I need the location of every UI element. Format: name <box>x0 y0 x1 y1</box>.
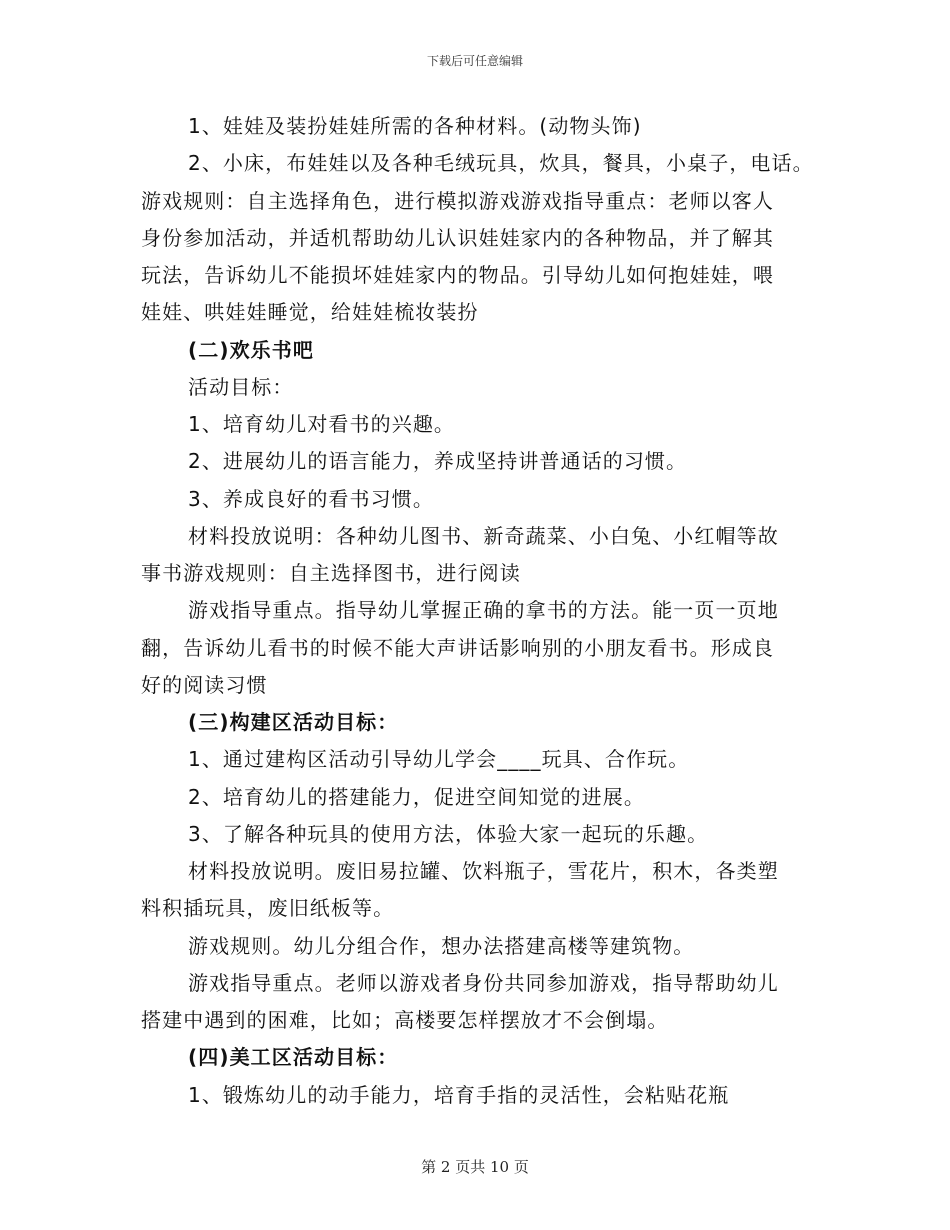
paragraph-line: 材料投放说明。废旧易拉罐、饮料瓶子，雪花片，积木，各类塑 <box>188 859 779 883</box>
paragraph-line: 2、小床，布娃娃以及各种毛绒玩具，炊具，餐具，小桌子，电话。 <box>188 151 814 176</box>
paragraph-line: 好的阅读习惯 <box>141 672 268 697</box>
paragraph-line: 游戏指导重点。老师以游戏者身份共同参加游戏，指导帮助幼儿 <box>188 970 779 995</box>
paragraph-line: 料积插玩具，废旧纸板等。 <box>141 896 395 921</box>
paragraph-line: 3、养成良好的看书习惯。 <box>188 486 434 511</box>
paragraph-line: 活动目标： <box>188 374 294 399</box>
document-body <box>141 108 831 1114</box>
page-header: 下载后可任意编辑 <box>426 54 523 68</box>
paragraph-line: 1、培育幼儿对看书的兴趣。 <box>188 412 456 436</box>
paragraph-line: 3、了解各种玩具的使用方法，体验大家一起玩的乐趣。 <box>188 821 709 846</box>
section-heading: (三)构建区活动目标： <box>188 710 399 734</box>
paragraph-line: 翻，告诉幼儿看书的时候不能大声讲话影响别的小朋友看书。形成良 <box>141 635 774 660</box>
paragraph-line: 游戏指导重点。指导幼儿掌握正确的拿书的方法。能一页一页地 <box>188 598 779 623</box>
paragraph-line: 2、培育幼儿的搭建能力，促进空间知觉的进展。 <box>188 784 645 809</box>
paragraph-line: 游戏规则。幼儿分组合作，想办法搭建高楼等建筑物。 <box>188 933 695 958</box>
paragraph-line: 玩法，告诉幼儿不能损坏娃娃家内的物品。引导幼儿如何抱娃娃，喂 <box>141 263 774 287</box>
paragraph-line: 材料投放说明：各种幼儿图书、新奇蔬菜、小白兔、小红帽等故 <box>188 523 779 548</box>
section-heading: (四)美工区活动目标： <box>188 1045 399 1070</box>
paragraph-line: 1、通过建构区活动引导幼儿学会____玩具、合作玩。 <box>188 747 690 772</box>
page-footer: 第 2 页共 10 页 <box>421 1158 529 1176</box>
paragraph-line: 娃娃、哄娃娃睡觉，给娃娃梳妆装扮 <box>141 300 479 325</box>
paragraph-line: 事书游戏规则：自主选择图书，进行阅读 <box>141 561 521 585</box>
paragraph-line: 1、锻炼幼儿的动手能力，培育手指的灵活性，会粘贴花瓶 <box>188 1082 730 1107</box>
paragraph-line: 2、进展幼儿的语言能力，养成坚持讲普通话的习惯。 <box>188 449 688 474</box>
section-heading: (二)欢乐书吧 <box>188 337 314 362</box>
paragraph-line: 搭建中遇到的困难，比如；高楼要怎样摆放才不会倒塌。 <box>141 1008 669 1032</box>
paragraph-line: 身份参加活动，并适机帮助幼儿认识娃娃家内的各种物品，并了解其 <box>141 225 774 250</box>
paragraph-line: 游戏规则：自主选择角色，进行模拟游戏游戏指导重点：老师以客人 <box>141 188 774 213</box>
paragraph-line: 1、娃娃及装扮娃娃所需的各种材料。(动物头饰) <box>188 114 642 138</box>
